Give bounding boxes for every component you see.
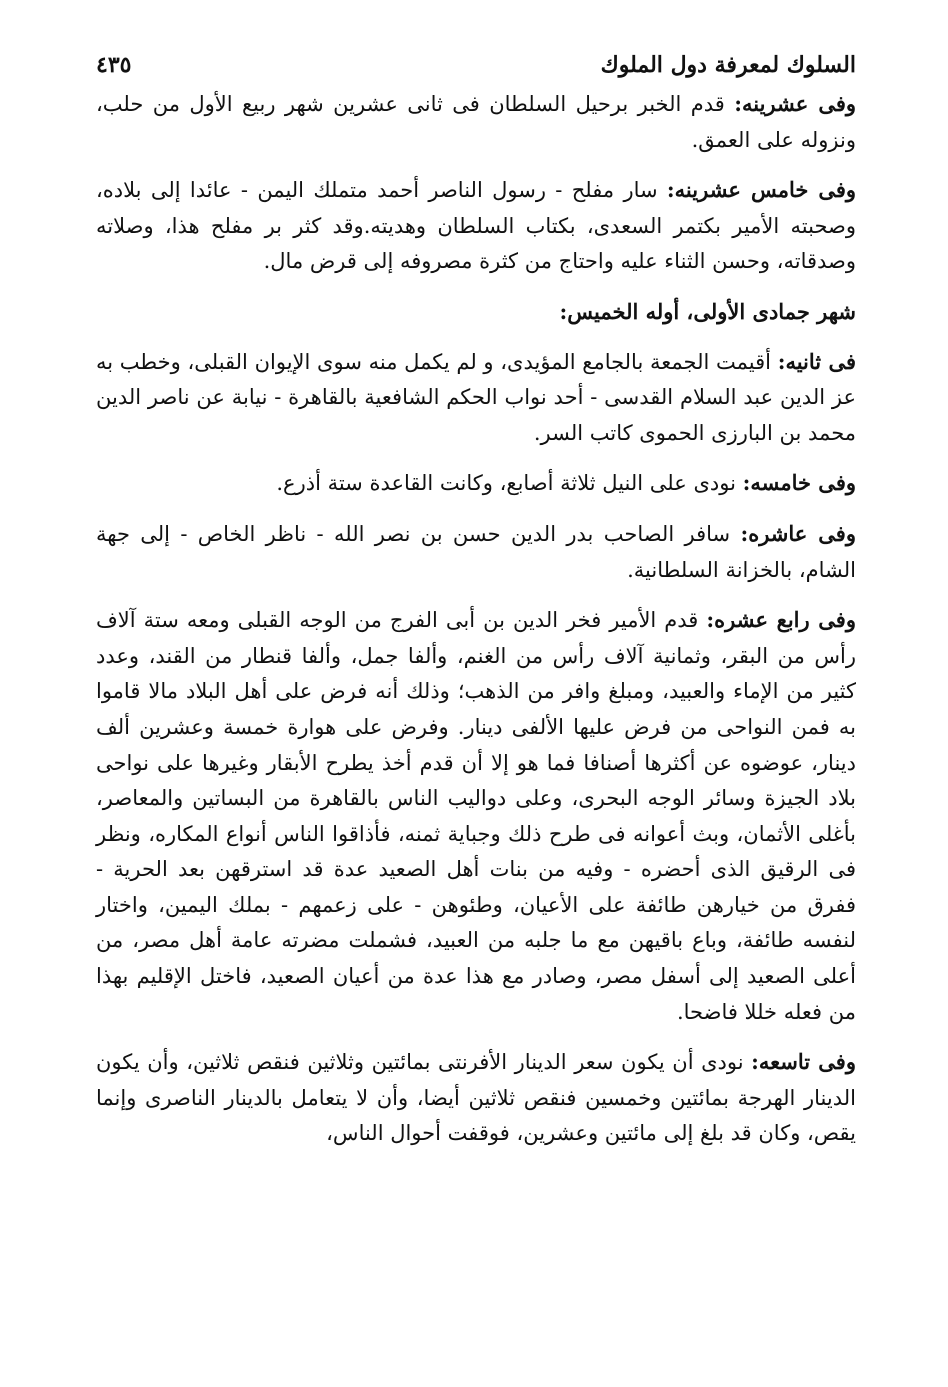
paragraph-lead: فى ثانيه: [777,348,856,374]
paragraph-fifth [96,465,856,502]
paragraph-tenth [96,516,856,588]
paragraph-lead: وفى رابع عشره: [706,607,856,633]
paragraph-lead: وفى خامس عشرينه: [666,177,856,203]
paragraph-lead: وفى خامسه: [742,470,856,496]
paragraph-text: أقيمت الجمعة بالجامع المؤيدى، و لم يكمل منه سوى الإيوان القبلى، وخطب به عز الدين عبد السلام القدسى - أحد نواب الحكم الشافعية بالقاهرة - نيابة عن ناصر الدين محمد بن البارزى الحموى كاتب السر. [96,349,856,445]
month-heading: شهر جمادى الأولى، أوله الخميس: [559,298,856,324]
paragraph-text: نودى على النيل ثلاثة أصابع، وكانت القاعدة ستة أذرع. [276,471,743,496]
paragraph-text: سار مفلح - رسول الناصر أحمد متملك اليمن - عائدا إلى بلاده، وصحبته الأمير بكتمر السعدى، بكتاب السلطان وهديته.وقد كثر بر مفلح هذا، وصلاته وصدقاته، وحسن الثناء عليه واحتاج من كثرة مصروفه إلى قرض مال. [96,178,856,274]
paragraph-text: سافر الصاحب بدر الدين حسن بن نصر الله - ناظر الخاص - إلى جهة الشام، بالخزانة السلطانية. [96,521,856,582]
paragraph-lead: وفى عشرينه: [734,91,857,116]
paragraph-text: نودى أن يكون سعر الدينار الأفرنتى بمائتين وثلاثين فنقص ثلاثين، وأن يكون الدينار الهرجة بمائتين وخمسين فنقص ثلاثين أيضا، وأن لا يتعامل بالدينار الناصرى وإنما يقص، وكان قد بلغ إلى مائتين وعشرين، فوقفت أحوال الناس، [96,1050,856,1146]
body-text [96,86,856,1152]
paragraph-fourteenth [96,602,856,1030]
paragraph-text: قدم الخبر برحيل السلطان فى ثانى عشرين شهر ربيع الأول من حلب، ونزوله على العمق. [96,92,856,152]
running-header [96,48,856,82]
running-header-title: السلوك لمعرفة دول الملوك [600,52,856,78]
paragraph-twentieth [96,86,856,158]
paragraph-second [96,344,856,452]
paragraph-lead: وفى عاشره: [740,520,856,546]
paragraph-twenty-fifth [96,172,856,280]
paragraph-text: قدم الأمير فخر الدين بن أبى الفرج من الوجه القبلى ومعه ستة آلاف رأس من البقر، وثمانية آلاف رأس من الغنم، وألفا جمل، وألفا قنطار من القند، وعدد كثير من الإماء والعبيد، ومبلغ وافر من الذهب؛ وذلك أنه فرض على أهل البلاد مالا قاموا به فمن النواحى من فرض عليها الألفى دينار. وفرض على هوارة خمسة وعشرين ألف دينار، عوضوه عن أكثرها أصنافا فما هو إلا أن قدم أخذ يطرح الأبقار وغيرها على نواحى بلاد الجيزة وسائر الوجه البحرى، وعلى دواليب الناس بالقاهرة من البساتين والمعاصر، بأغلى الأثمان، وبث أعوانه فى طرح ذلك وجباية ثمنه، فأذاقوا الناس أنواع المكاره، ونظر فى الرقيق الذى أحضره - وفيه من بنات أهل الصعيد عدة قد استرقهن بعد الحرية - ففرق من خيارهن طائفة على الأعيان، وطئوهن - على زعمهم - بملك اليمين، واختار لنفسه طائفة، وباع باقيهن مع ما جلبه من العبيد، فشملت مضرته عامة أهل مصر، من أعلى الصعيد إلى أسفل مصر، وصادر مع هذا عدة من أعيان الصعيد، فاختل الإقليم بهذا من فعله خللا فاضحا. [96,608,856,1024]
paragraph-ninth [96,1044,856,1152]
page-number: ٤٣٥ [96,52,132,78]
paragraph-lead: وفى تاسعه: [751,1049,856,1075]
